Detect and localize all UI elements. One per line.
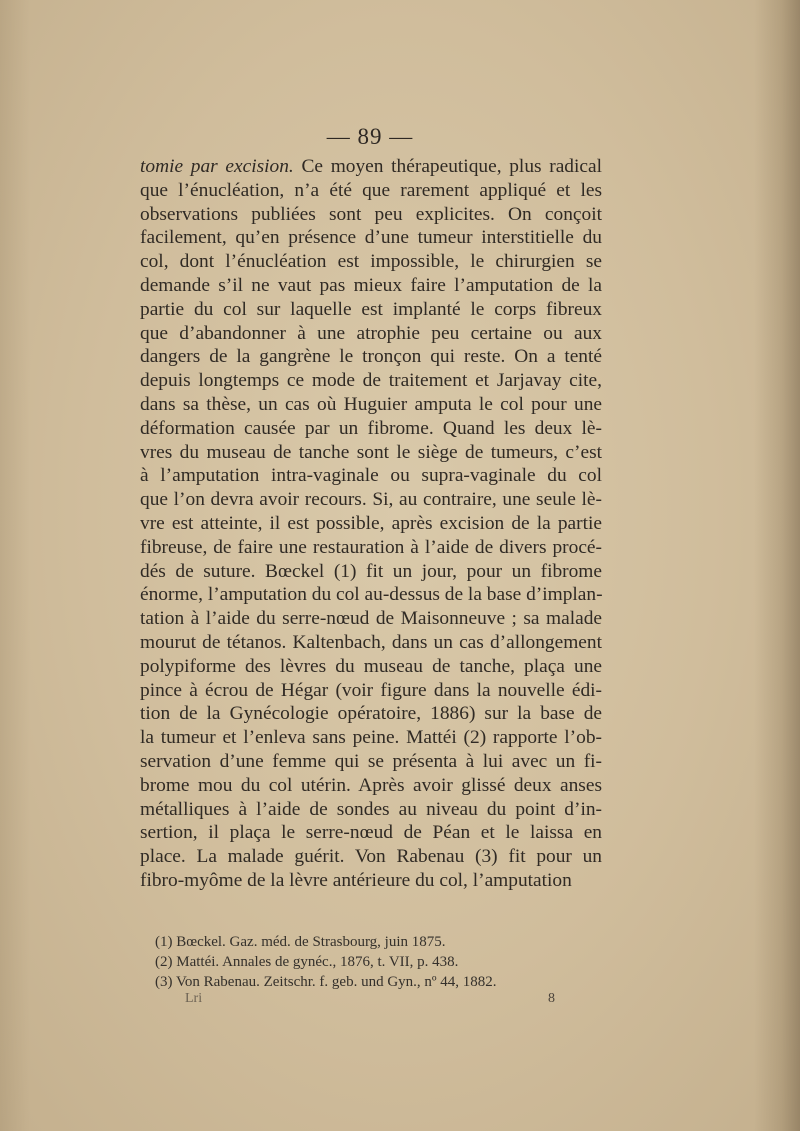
line-text: brome mou du col utérin. Après avoir glissé deux anses bbox=[140, 774, 602, 796]
line-text: depuis longtemps ce mode de traitement et Jarjavay cite, bbox=[140, 370, 602, 392]
text-line bbox=[140, 155, 602, 179]
text-line bbox=[140, 774, 602, 798]
text-line bbox=[140, 726, 602, 750]
line-text: métalliques à l’aide de sondes au niveau du point d’in- bbox=[140, 798, 602, 820]
line-text: déformation causée par un fibrome. Quand les deux lè- bbox=[140, 417, 602, 439]
line-text: dangers de la gangrène le tronçon qui reste. On a tenté bbox=[140, 346, 602, 368]
line-text: fibreuse, de faire une restauration à l’aide de divers procé- bbox=[140, 536, 602, 558]
text-line bbox=[140, 298, 602, 322]
text-line bbox=[140, 798, 602, 822]
text-line bbox=[140, 512, 602, 536]
line-text: sertion, il plaça le serre-nœud de Péan et le laissa en bbox=[140, 822, 602, 844]
line-text: vres du museau de tanche sont le siège de tumeurs, c’est bbox=[140, 441, 602, 463]
line-text: facilement, qu’en présence d’une tumeur interstitielle du bbox=[140, 227, 602, 249]
line-text: pince à écrou de Hégar (voir figure dans la nouvelle édi- bbox=[140, 679, 602, 701]
italic-text: tomie par excision. bbox=[140, 156, 294, 177]
text-line bbox=[140, 464, 602, 488]
body-paragraph bbox=[140, 155, 602, 893]
line-text: que l’on devra avoir recours. Si, au contraire, une seule lè- bbox=[140, 489, 602, 511]
signature-number: 8 bbox=[548, 991, 555, 1006]
line-text: tation à l’aide du serre-nœud de Maisonneuve ; sa malade bbox=[140, 608, 602, 630]
signature-mark: Lri bbox=[185, 991, 203, 1006]
text-line bbox=[140, 869, 602, 893]
line-text: vre est atteinte, il est possible, après excision de la partie bbox=[140, 512, 602, 534]
line-text: énorme, l’amputation du col au-dessus de la base d’implan- bbox=[140, 584, 603, 606]
line-text: partie du col sur laquelle est implanté le corps fibreux bbox=[140, 298, 602, 320]
text-line bbox=[140, 345, 602, 369]
footnote-2: (2) Mattéi. Annales de gynéc., 1876, t. VII, p. 438. bbox=[155, 954, 459, 970]
text-line bbox=[140, 750, 602, 774]
line-text: servation d’une femme qui se présenta à lui avec un fi- bbox=[140, 750, 602, 772]
line-text: Ce moyen thérapeutique, plus radical bbox=[293, 156, 602, 177]
text-line bbox=[140, 488, 602, 512]
footnote-1: (1) Bœckel. Gaz. méd. de Strasbourg, juin 1875. bbox=[155, 934, 446, 950]
text-line bbox=[140, 322, 602, 346]
line-text: dés de suture. Bœckel (1) fit un jour, pour un fibrome bbox=[140, 560, 602, 582]
text-line bbox=[140, 655, 602, 679]
text-line bbox=[140, 536, 602, 560]
line-text: que d’abandonner à une atrophie peu certaine ou aux bbox=[140, 322, 602, 344]
text-line bbox=[140, 274, 602, 298]
text-line bbox=[140, 203, 602, 227]
text-line bbox=[140, 250, 602, 274]
text-line bbox=[140, 821, 602, 845]
text-line bbox=[140, 226, 602, 250]
page-left-shadow bbox=[0, 0, 30, 1131]
text-line bbox=[140, 369, 602, 393]
line-text: mourut de tétanos. Kaltenbach, dans un cas d’allongement bbox=[140, 631, 602, 653]
page-right-shadow bbox=[754, 0, 800, 1131]
text-line bbox=[140, 631, 602, 655]
line-text: dans sa thèse, un cas où Huguier amputa le col pour une bbox=[140, 393, 602, 415]
text-line bbox=[140, 441, 602, 465]
text-line bbox=[140, 845, 602, 869]
text-line bbox=[140, 393, 602, 417]
footnote-3: (3) Von Rabenau. Zeitschr. f. geb. und Gyn., nº 44, 1882. bbox=[155, 974, 497, 990]
line-text: tion de la Gynécologie opératoire, 1886) sur la base de bbox=[140, 703, 602, 725]
text-line bbox=[140, 702, 602, 726]
line-text: place. La malade guérit. Von Rabenau (3) fit pour un bbox=[140, 846, 602, 868]
text-line bbox=[140, 679, 602, 703]
footnotes bbox=[155, 932, 595, 992]
line-text: fibro-myôme de la lèvre antérieure du col, l’amputation bbox=[140, 869, 572, 891]
text-line bbox=[140, 417, 602, 441]
line-text: que l’énucléation, n’a été que rarement appliqué et les bbox=[140, 179, 602, 201]
line-text: demande s’il ne vaut pas mieux faire l’amputation de la bbox=[140, 274, 602, 296]
line-text: polypiforme des lèvres du museau de tanche, plaça une bbox=[140, 655, 602, 677]
text-line bbox=[140, 583, 602, 607]
line-text: observations publiées sont peu explicites. On conçoit bbox=[140, 203, 602, 225]
text-line bbox=[140, 560, 602, 584]
page-number: — 89 — bbox=[326, 124, 414, 149]
line-text: col, dont l’énucléation est impossible, le chirurgien se bbox=[140, 251, 602, 273]
line-text: à l’amputation intra-vaginale ou supra-vaginale du col bbox=[140, 465, 602, 487]
text-line bbox=[140, 179, 602, 203]
line-text: la tumeur et l’enleva sans peine. Mattéi (2) rapporte l’ob- bbox=[140, 727, 602, 749]
text-line bbox=[140, 607, 602, 631]
